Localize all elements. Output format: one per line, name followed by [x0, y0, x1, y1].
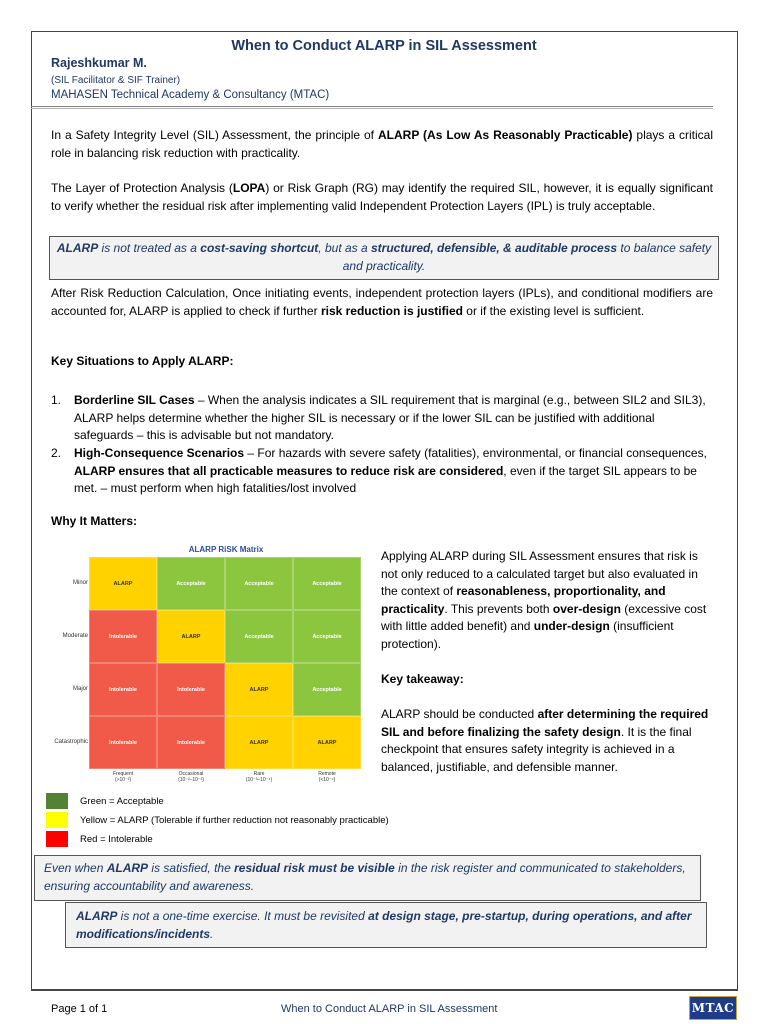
- legend-swatch: [46, 831, 68, 847]
- document-title: When to Conduct ALARP in SIL Assessment: [231, 38, 537, 54]
- callout-alarp-process: ALARP is not treated as a cost-saving shortcut, but as a structured, defensible, & auditable process to balance safety and practicality.: [49, 236, 719, 280]
- callout-revisit: ALARP is not a one-time exercise. It must be revisited at design stage, pre-startup, during operations, and after modifications/incidents.: [65, 902, 707, 948]
- matrix-row-label: Minor: [72, 579, 88, 586]
- matrix-cell: ALARP: [225, 716, 293, 769]
- legend-swatch: [46, 812, 68, 828]
- matrix-col-label: Remote (<10⁻⁴): [318, 771, 336, 783]
- footer-divider: [31, 990, 738, 991]
- matrix-cell: Intolerable: [89, 716, 157, 769]
- legend-acceptable: Green = Acceptable: [46, 793, 164, 809]
- matrix-col-label: Occasional (10⁻²–10⁻³): [178, 771, 204, 783]
- footer-title: When to Conduct ALARP in SIL Assessment: [281, 1003, 498, 1015]
- legend-alarp: Yellow = ALARP (Tolerable if further reduction not reasonably practicable): [46, 812, 389, 828]
- matrix-cell: Acceptable: [293, 663, 361, 716]
- header-divider: [31, 106, 713, 109]
- key-situations-heading: Key Situations to Apply ALARP:: [51, 354, 234, 368]
- matrix-cell: Acceptable: [293, 557, 361, 610]
- matrix-cell: Acceptable: [225, 557, 293, 610]
- matrix-cell: Acceptable: [157, 557, 225, 610]
- matrix-row-label: Moderate: [62, 632, 88, 639]
- author-role: (SIL Facilitator & SIF Trainer): [51, 75, 181, 86]
- matrix-cell: ALARP: [225, 663, 293, 716]
- matrix-col-label: Rare (10⁻³–10⁻⁴): [245, 771, 273, 783]
- matrix-cell: Intolerable: [157, 716, 225, 769]
- matrix-cell: ALARP: [157, 610, 225, 663]
- organization: MAHASEN Technical Academy & Consultancy (MTAC): [51, 89, 330, 101]
- key-takeaway-heading: Key takeaway:: [381, 672, 464, 686]
- matrix-title: ALARP RiSK Matrix: [188, 545, 264, 554]
- matrix-row-label: Catastrophic: [54, 738, 88, 745]
- matrix-cell: Intolerable: [89, 610, 157, 663]
- matrix-cell: ALARP: [89, 557, 157, 610]
- mtac-logo: MTAC: [689, 996, 737, 1020]
- matrix-col-label: Frequent (>10⁻²): [112, 771, 133, 783]
- author-name: Rajeshkumar M.: [51, 56, 147, 70]
- matrix-cell: Acceptable: [293, 610, 361, 663]
- why-it-matters-heading: Why It Matters:: [51, 514, 138, 528]
- matrix-cell: Intolerable: [89, 663, 157, 716]
- matrix-row-label: Major: [72, 685, 88, 692]
- why-it-matters-text: Applying ALARP during SIL Assessment ensures that risk is not only reduced to a calculated target but also evaluated in the context of reasonableness, proportionality, and practicality. This prevents both over-design (excessive cost with little added benefit) and under-design (insufficient protection).: [381, 549, 707, 651]
- page-number: Page 1 of 1: [51, 1003, 108, 1015]
- legend-swatch: [46, 793, 68, 809]
- intro-paragraph-2: The Layer of Protection Analysis (LOPA) or Risk Graph (RG) may identify the required SIL, however, it is equally significant to verify whether the residual risk after implementing valid Independent Protection Layers (IPL) is truly acceptable.: [51, 181, 713, 213]
- after-calculation-paragraph: After Risk Reduction Calculation, Once initiating events, independent protection layers (IPLs), and conditional modifiers are accounted for, ALARP is applied to check if further risk reduction is justified or if the existing level is sufficient.: [51, 286, 713, 318]
- matrix-cell: Acceptable: [225, 610, 293, 663]
- matrix-cell: ALARP: [293, 716, 361, 769]
- legend-intolerable: Red = Intolerable: [46, 831, 153, 847]
- matrix-cell: Intolerable: [157, 663, 225, 716]
- intro-paragraph-1: In a Safety Integrity Level (SIL) Assessment, the principle of ALARP (As Low As Reasonably Practicable) plays a critical role in balancing risk reduction with practicality.: [51, 128, 714, 160]
- callout-residual-risk: Even when ALARP is satisfied, the residual risk must be visible in the risk register and communicated to stakeholders, ensuring accountability and awareness.: [34, 855, 701, 901]
- key-takeaway-text: ALARP should be conducted after determining the required SIL and before finalizing the safety design. It is the final checkpoint that ensures safety integrity is achieved in a balanced, justifiable, and defensible manner.: [381, 707, 709, 774]
